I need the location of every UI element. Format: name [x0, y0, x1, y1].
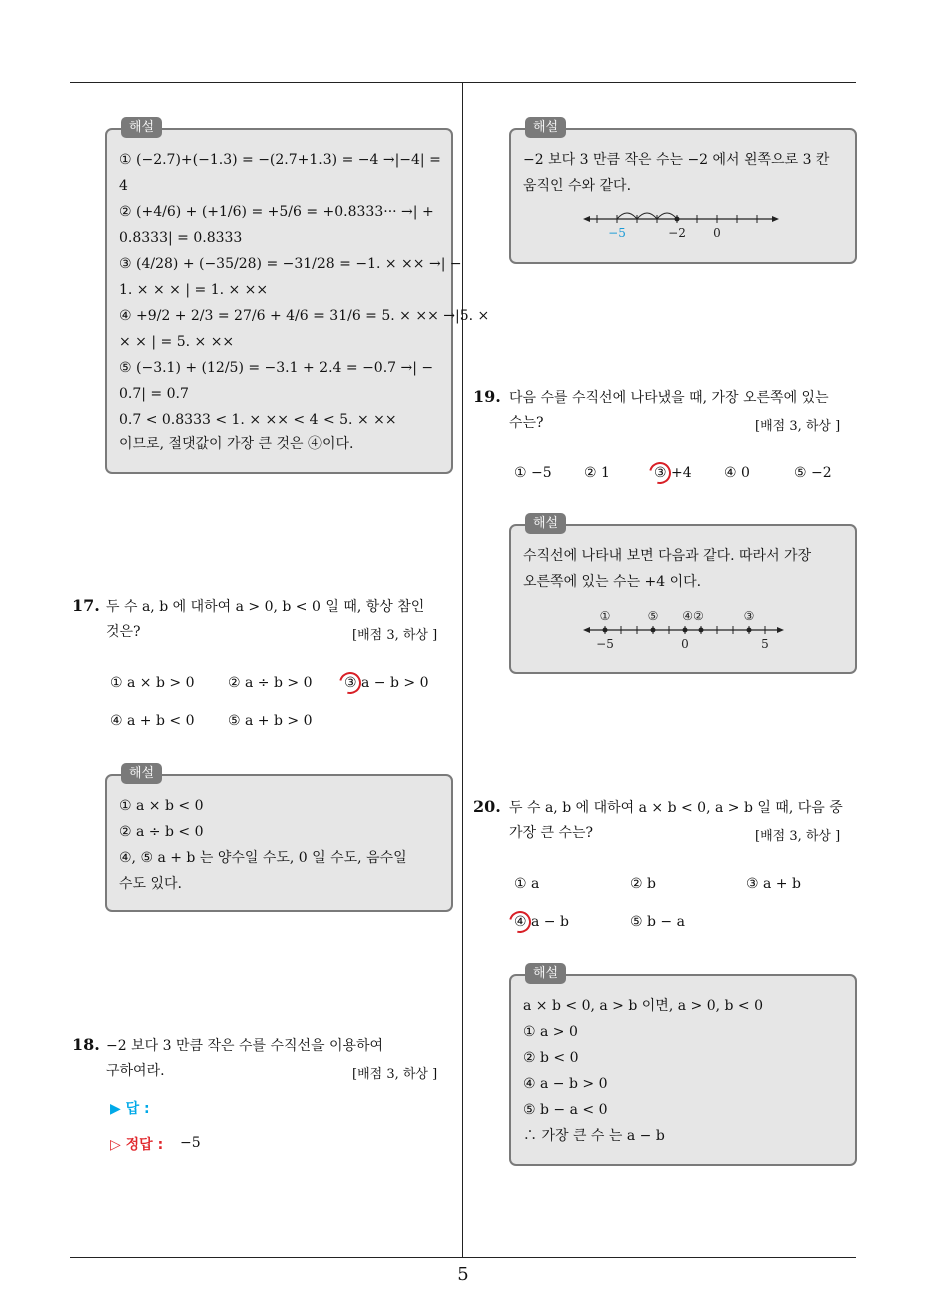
- solution-line: 이므로, 절댓값이 가장 큰 것은 ④이다.: [119, 436, 354, 452]
- question-18-text: 구하여라.: [106, 1063, 165, 1079]
- number-line-figure: [581, 204, 781, 240]
- solution-line: ① a > 0: [523, 1024, 578, 1040]
- question-18-score: [배점 3, 하상 ]: [352, 1067, 438, 1082]
- solution-tag: 해설: [525, 117, 566, 138]
- choice-3[interactable]: ③ +4: [654, 465, 692, 481]
- answer-label: ▶ 답 :: [110, 1101, 150, 1117]
- solution-line: ② b < 0: [523, 1050, 579, 1066]
- solution-line: 0.8333| = 0.8333: [119, 230, 243, 246]
- choice-5[interactable]: ⑤ b − a: [630, 914, 685, 930]
- axis-label: −5: [596, 637, 614, 651]
- solution-line: 수도 있다.: [119, 876, 182, 892]
- correct-answer-label: ▷ 정답 :: [110, 1137, 164, 1153]
- solution-line: 1. × × × | = 1. × ××: [119, 282, 269, 298]
- question-17-number: 17.: [72, 596, 100, 615]
- choice-3[interactable]: ③ a + b: [746, 876, 801, 892]
- solution-17-box: [105, 766, 453, 912]
- solution-line: 오른쪽에 있는 수는 +4 이다.: [523, 574, 702, 590]
- choice-3[interactable]: ③ a − b > 0: [344, 675, 429, 691]
- point-label: ④②: [682, 609, 704, 623]
- choice-5[interactable]: ⑤ a + b > 0: [228, 713, 313, 729]
- solution-line: ② a ÷ b < 0: [119, 824, 204, 840]
- question-19-score: [배점 3, 하상 ]: [755, 419, 841, 434]
- solution-tag: 해설: [121, 763, 162, 784]
- choice-5[interactable]: ⑤ −2: [794, 465, 832, 481]
- solution-line: ④, ⑤ a + b 는 양수일 수도, 0 일 수도, 음수일: [119, 850, 407, 866]
- choice-1[interactable]: ① −5: [514, 465, 552, 481]
- axis-label: 0: [681, 637, 689, 651]
- axis-label: 5: [761, 637, 769, 651]
- number-line-label: −5: [608, 226, 626, 240]
- solution-line: 수직선에 나타내 보면 다음과 같다. 따라서 가장: [523, 548, 812, 564]
- solution-line: ∴ 가장 큰 수 는 a − b: [523, 1128, 665, 1144]
- choice-1[interactable]: ① a: [514, 876, 540, 892]
- solution-line: 0.7 < 0.8333 < 1. × ×× < 4 < 5. × ××: [119, 412, 397, 428]
- top-rule: [70, 82, 856, 83]
- solution-line: ④ +9/2 + 2/3 = 27/6 + 4/6 = 31/6 = 5. × ×× →|5. ×: [119, 308, 490, 324]
- solution-line: 4: [119, 178, 128, 194]
- choice-2[interactable]: ② a ÷ b > 0: [228, 675, 313, 691]
- solution-tag: 해설: [525, 513, 566, 534]
- choice-2[interactable]: ② 1: [584, 465, 610, 481]
- question-20-text: 가장 큰 수는?: [509, 825, 594, 841]
- point-label: ③: [743, 609, 755, 623]
- solution-tag: 해설: [121, 117, 162, 138]
- question-17-text: 두 수 a, b 에 대하여 a > 0, b < 0 일 때, 항상 참인: [106, 599, 425, 615]
- solution-line: ① (−2.7)+(−1.3) = −(2.7+1.3) = −4 →|−4| =: [119, 152, 441, 168]
- number-line-label: 0: [713, 226, 721, 240]
- solution-line: ① a × b < 0: [119, 798, 204, 814]
- question-20-number: 20.: [473, 797, 501, 816]
- solution-line: × × | = 5. × ××: [119, 334, 235, 350]
- question-20-score: [배점 3, 하상 ]: [755, 829, 841, 844]
- point-label: ⑤: [647, 609, 659, 623]
- choice-4[interactable]: ④ a + b < 0: [110, 713, 195, 729]
- page-number: 5: [457, 1264, 469, 1285]
- answer-circle-mark: [505, 907, 535, 937]
- solution-19-box: [509, 516, 857, 674]
- number-line-figure: [581, 606, 787, 654]
- question-18-text: −2 보다 3 만큼 작은 수를 수직선을 이용하여: [106, 1038, 384, 1054]
- choice-1[interactable]: ① a × b > 0: [110, 675, 195, 691]
- solution-line: a × b < 0, a > b 이면, a > 0, b < 0: [523, 998, 764, 1014]
- bottom-rule: [70, 1257, 856, 1258]
- question-19-text: 다음 수를 수직선에 나타냈을 때, 가장 오른쪽에 있는: [509, 390, 829, 406]
- correct-answer-value: −5: [180, 1135, 201, 1151]
- solution-20-box: [509, 966, 857, 1166]
- solution-line: 움직인 수와 같다.: [523, 178, 632, 194]
- choice-4[interactable]: ④ 0: [724, 465, 750, 481]
- question-19-number: 19.: [473, 387, 501, 406]
- question-17-score: [배점 3, 하상 ]: [352, 628, 438, 643]
- question-20-text: 두 수 a, b 에 대하여 a × b < 0, a > b 일 때, 다음 중: [509, 800, 843, 816]
- solution-line: ④ a − b > 0: [523, 1076, 608, 1092]
- question-18-number: 18.: [72, 1035, 100, 1054]
- solution-line: ② (+4/6) + (+1/6) = +5/6 = +0.8333··· →| +: [119, 204, 434, 220]
- answer-circle-mark: [335, 668, 365, 698]
- solution-line: ③ (4/28) + (−35/28) = −31/28 = −1. × ×× →| −: [119, 256, 462, 272]
- solution-18-box: [509, 120, 857, 264]
- solution-line: −2 보다 3 만큼 작은 수는 −2 에서 왼쪽으로 3 칸: [523, 152, 830, 168]
- question-17-text: 것은?: [106, 624, 141, 640]
- point-label: ①: [599, 609, 611, 623]
- column-divider: [462, 82, 463, 1258]
- solution-line: ⑤ b − a < 0: [523, 1102, 608, 1118]
- answer-circle-mark: [645, 458, 675, 488]
- solution-line: 0.7| = 0.7: [119, 386, 189, 402]
- number-line-label: −2: [668, 226, 686, 240]
- choice-2[interactable]: ② b: [630, 876, 656, 892]
- solution-tag: 해설: [525, 963, 566, 984]
- solution-line: ⑤ (−3.1) + (12/5) = −3.1 + 2.4 = −0.7 →| −: [119, 360, 434, 376]
- question-19-text: 수는?: [509, 415, 544, 431]
- choice-4[interactable]: ④ a − b: [514, 914, 569, 930]
